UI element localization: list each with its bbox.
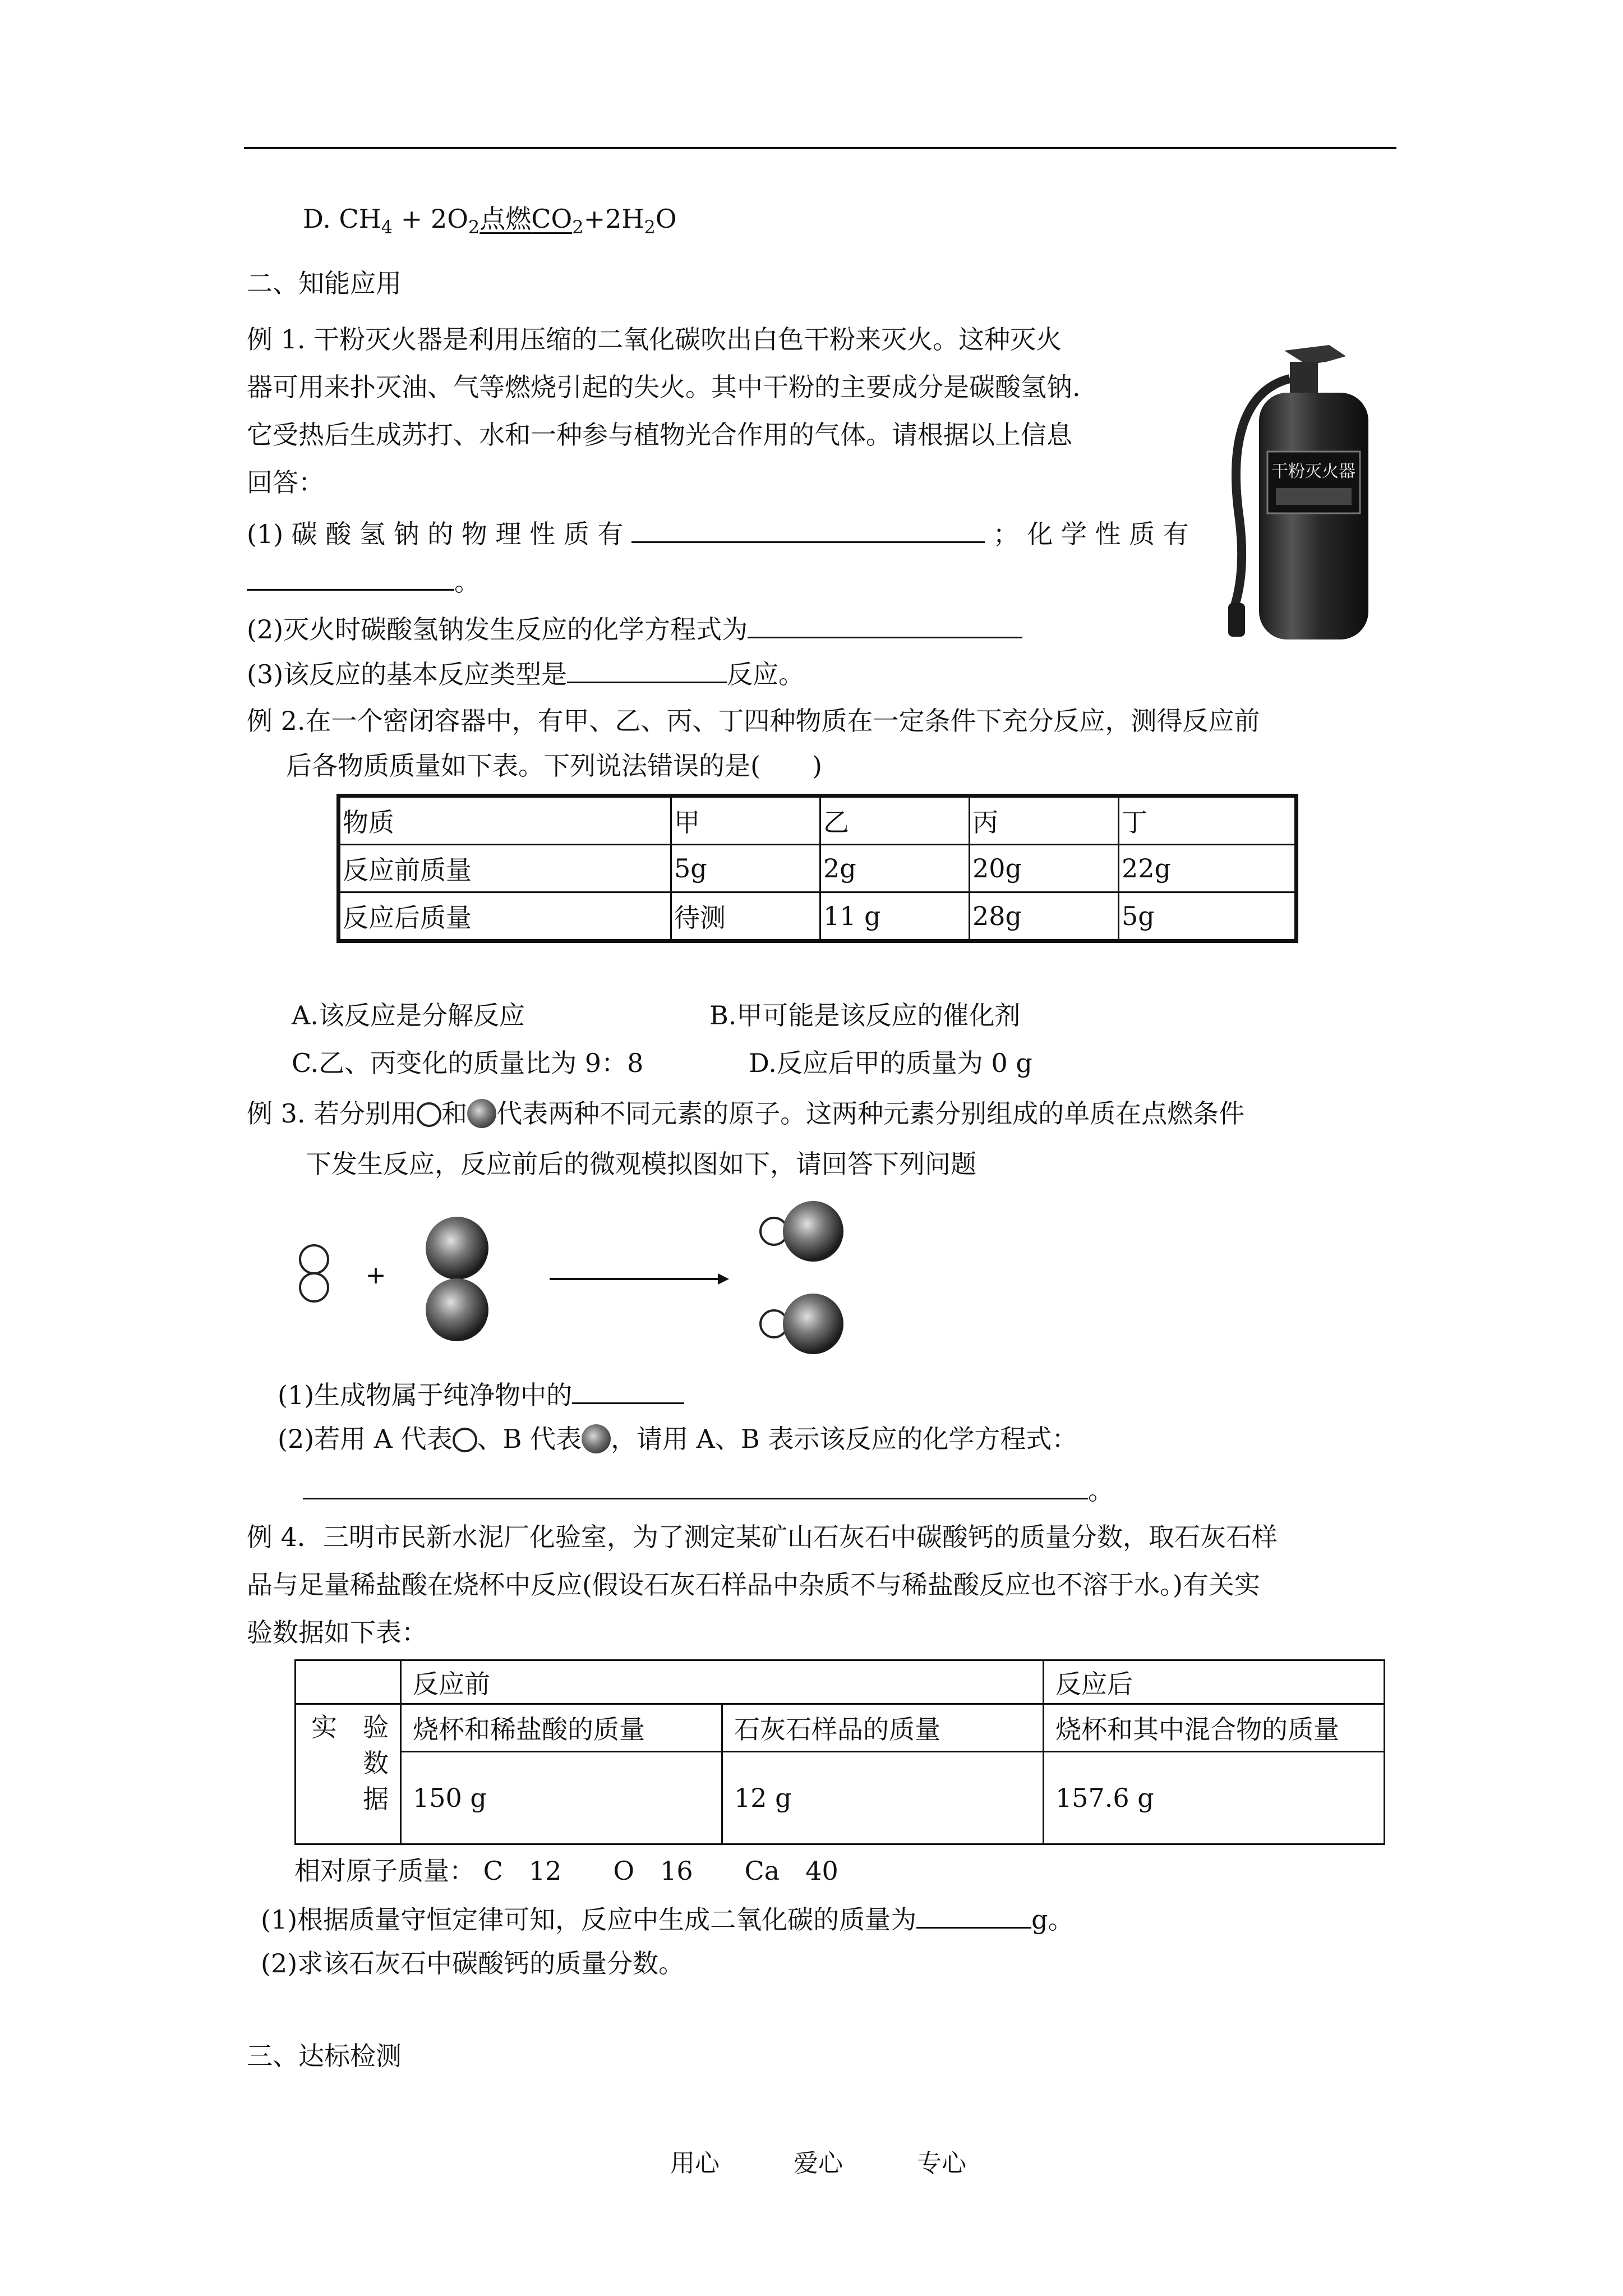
ex4-q1-label: (1)根据质量守恒定律可知，反应中生成二氧化碳的质量为 xyxy=(261,1904,917,1935)
footer-text: 爱心 xyxy=(794,2149,843,2178)
table-cell: 丁 xyxy=(1119,796,1297,845)
ex2-line2: 后各物质质量如下表。下列说法错误的是( ) xyxy=(286,751,822,781)
option-d-equation xyxy=(303,202,677,244)
q2-label: (2)灭火时碳酸氢钠发生反应的化学方程式为 xyxy=(247,614,748,645)
ex2-table xyxy=(336,794,1298,943)
table-cell: 丙 xyxy=(970,796,1119,845)
eq-text: D. CH xyxy=(303,204,381,234)
open-atom-icon xyxy=(453,1428,477,1452)
table-row xyxy=(339,796,1297,845)
section-3-heading: 三、达标检测 xyxy=(247,2041,402,2071)
table-cell: 反应前 xyxy=(401,1660,1044,1704)
open-atom xyxy=(300,1245,328,1273)
answer-blank[interactable] xyxy=(303,1470,1088,1499)
table-cell: 5g xyxy=(1119,892,1297,941)
eq-text: + 2O xyxy=(393,204,468,234)
ex1-q3 xyxy=(247,654,804,691)
table-row xyxy=(339,892,1297,941)
atomic-masses: 相对原子质量： C 12 O 16 Ca 40 xyxy=(294,1856,838,1886)
table-header-cell: 烧杯和其中混合物的质量 xyxy=(1044,1704,1385,1752)
table-header-cell: 石灰石样品的质量 xyxy=(722,1704,1044,1752)
table-cell: 12 g xyxy=(722,1752,1044,1844)
table-header-cell: 烧杯和稀盐酸的质量 xyxy=(401,1704,722,1752)
table-cell: 反应后质量 xyxy=(339,892,671,941)
ex2-line1: 例 2.在一个密闭容器中，有甲、乙、丙、丁四种物质在一定条件下充分反应，测得反应前 xyxy=(247,706,1260,736)
ex1-line3: 它受热后生成苏打、水和一种参与植物光合作用的气体。请根据以上信息 xyxy=(247,420,1072,450)
eq-text: +2H xyxy=(583,204,644,234)
unit-g: g。 xyxy=(1031,1904,1074,1935)
answer-blank[interactable] xyxy=(567,654,727,683)
table-cell: 2g xyxy=(820,845,970,892)
ex3-q1 xyxy=(278,1374,684,1412)
ex1-line4: 回答： xyxy=(247,467,324,498)
answer-blank[interactable] xyxy=(631,513,985,543)
ex3-q2-text: 、B 代表 xyxy=(477,1424,582,1454)
table-row xyxy=(296,1752,1385,1844)
ex3-text: 和 xyxy=(441,1098,468,1129)
open-atom-icon xyxy=(417,1102,441,1127)
dark-atom xyxy=(426,1217,488,1280)
table-row xyxy=(339,845,1297,892)
dark-atom xyxy=(426,1278,488,1341)
table-row xyxy=(296,1704,1385,1752)
ex1-q1 xyxy=(247,513,1189,551)
ex4-q1 xyxy=(261,1899,1074,1936)
answer-blank[interactable] xyxy=(572,1374,684,1404)
ex4-line1: 例 4．三明市民新水泥厂化验室，为了测定某矿山石灰石中碳酸钙的质量分数，取石灰石样 xyxy=(247,1522,1278,1552)
open-atom xyxy=(300,1273,328,1301)
q3-label: (3)该反应的基本反应类型是 xyxy=(247,659,568,689)
period: 。 xyxy=(454,567,480,597)
table-cell xyxy=(296,1660,401,1704)
ex2-option-a: A.该反应是分解反应 xyxy=(292,1000,525,1030)
ex3-q2-text: ，请用 A、B 表示该反应的化学方程式： xyxy=(611,1424,1078,1454)
extinguisher-label: 干粉灭火器 xyxy=(1271,462,1355,481)
q1-chemical-label: ； 化 学 性 质 有 xyxy=(993,519,1189,549)
ex3-text: 代表两种不同元素的原子。这两种元素分别组成的单质在点燃条件 xyxy=(496,1098,1245,1129)
table-cell: 反应前质量 xyxy=(339,845,671,892)
ex4-table xyxy=(294,1659,1385,1845)
eq-sub: 4 xyxy=(381,217,393,238)
ex2-option-d: D.反应后甲的质量为 0 g xyxy=(749,1048,1032,1078)
table-cell: 157.6 g xyxy=(1044,1752,1385,1844)
row-label: 实 验 xyxy=(311,1712,389,1742)
q1-physical-label: (1) 碳 酸 氢 钠 的 物 理 性 质 有 xyxy=(247,519,624,549)
table-cell: 28g xyxy=(970,892,1119,941)
dark-atom xyxy=(783,1201,843,1262)
fire-extinguisher-image xyxy=(1206,339,1385,642)
eq-text: O xyxy=(655,204,677,234)
ex1-q1-cont xyxy=(247,561,480,599)
ex3-q1-label: (1)生成物属于纯净物中的 xyxy=(278,1380,573,1410)
ex4-line3: 验数据如下表： xyxy=(247,1617,427,1648)
answer-blank[interactable] xyxy=(916,1899,1031,1929)
section-2-heading: 二、知能应用 xyxy=(247,268,402,298)
ex3-line1 xyxy=(247,1097,1244,1130)
eq-text: CO xyxy=(531,204,573,234)
row-label: 据 xyxy=(363,1784,389,1814)
dark-atom-icon xyxy=(582,1424,611,1453)
dark-atom-icon xyxy=(467,1099,496,1128)
footer-text: 专心 xyxy=(917,2149,966,2178)
ex3-q2-answer xyxy=(303,1470,1114,1507)
table-cell: 反应后 xyxy=(1044,1660,1385,1704)
table-row xyxy=(296,1660,1385,1704)
eq-sub: 2 xyxy=(644,217,656,238)
table-cell: 11 g xyxy=(820,892,970,941)
footer-text: 用心 xyxy=(670,2149,720,2178)
reaction-diagram xyxy=(286,1195,875,1363)
ex4-line2: 品与足量稀盐酸在烧杯中反应(假设石灰石样品中杂质不与稀盐酸反应也不溶于水。)有关实 xyxy=(247,1570,1260,1600)
table-cell: 甲 xyxy=(671,796,820,845)
table-cell: 乙 xyxy=(820,796,970,845)
dark-atom xyxy=(783,1294,843,1354)
q3-suffix: 反应。 xyxy=(727,659,805,689)
answer-blank[interactable] xyxy=(247,561,454,591)
header-rule xyxy=(244,147,1396,149)
eq-sub: 2 xyxy=(468,217,480,238)
row-label: 数 xyxy=(363,1748,389,1778)
plus-sign: + xyxy=(365,1261,386,1290)
answer-blank[interactable] xyxy=(748,609,1022,638)
table-cell: 5g xyxy=(671,845,820,892)
period: 。 xyxy=(1088,1475,1114,1506)
ex3-text: 例 3. 若分别用 xyxy=(247,1098,417,1129)
table-cell: 150 g xyxy=(401,1752,722,1844)
eq-condition: 点燃 xyxy=(479,204,532,234)
ex3-line2: 下发生反应，反应前后的微观模拟图如下，请回答下列问题 xyxy=(306,1149,976,1179)
ex2-option-c: C.乙、丙变化的质量比为 9：8 xyxy=(292,1048,644,1078)
ex1-line1: 例 1. 干粉灭火器是利用压缩的二氧化碳吹出白色干粉来灭火。这种灭火 xyxy=(247,324,1062,355)
ex2-option-b: B.甲可能是该反应的催化剂 xyxy=(709,1000,1021,1030)
table-cell: 22g xyxy=(1119,845,1297,892)
table-cell: 待测 xyxy=(671,892,820,941)
arrow-head-icon xyxy=(718,1273,729,1285)
row-label-cell xyxy=(296,1704,401,1844)
ex1-q2 xyxy=(247,609,1022,646)
table-cell: 物质 xyxy=(339,796,671,845)
ex3-q2 xyxy=(278,1422,1077,1456)
table-cell: 20g xyxy=(970,845,1119,892)
eq-sub: 2 xyxy=(572,217,584,238)
ex1-line2: 器可用来扑灭油、气等燃烧引起的失火。其中干粉的主要成分是碳酸氢钠. xyxy=(247,372,1081,402)
ex3-q2-text: (2)若用 A 代表 xyxy=(278,1424,453,1454)
ex4-q2: (2)求该石灰石中碳酸钙的质量分数。 xyxy=(261,1948,685,1978)
